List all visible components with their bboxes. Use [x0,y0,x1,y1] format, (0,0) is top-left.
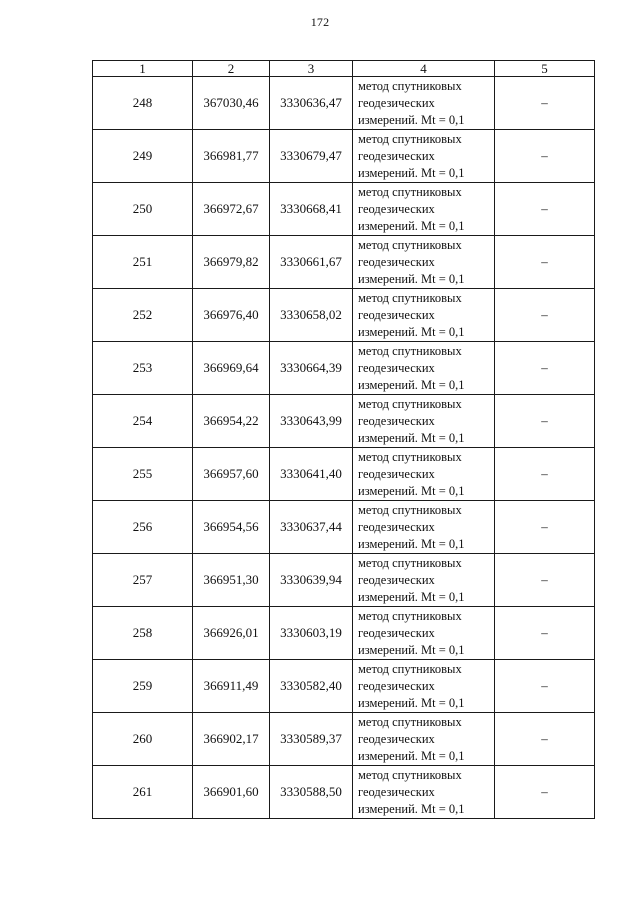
method-line: измерений. Mt = 0,1 [358,218,465,233]
method-line: измерений. Mt = 0,1 [358,112,465,127]
method-cell [353,766,495,819]
note-cell: – [495,289,595,342]
note-cell: – [495,448,595,501]
note-cell: – [495,183,595,236]
column-header-1: 1 [93,61,193,77]
table-row [93,395,595,448]
method-line: геодезических [358,413,435,428]
y-coordinate-cell: 3330636,47 [270,77,353,130]
y-coordinate-cell: 3330661,67 [270,236,353,289]
y-coordinate-cell: 3330637,44 [270,501,353,554]
point-number-cell: 261 [93,766,193,819]
method-line: измерений. Mt = 0,1 [358,483,465,498]
note-cell: – [495,77,595,130]
method-line: измерений. Mt = 0,1 [358,165,465,180]
method-cell [353,130,495,183]
point-number-cell: 250 [93,183,193,236]
method-line: геодезических [358,95,435,110]
table-body [93,77,595,819]
method-line: метод спутниковых [358,555,462,570]
point-number-cell: 260 [93,713,193,766]
method-line: геодезических [358,360,435,375]
note-cell: – [495,554,595,607]
table-row [93,766,595,819]
method-line: метод спутниковых [358,502,462,517]
method-line: измерений. Mt = 0,1 [358,642,465,657]
table-row [93,236,595,289]
point-number-cell: 259 [93,660,193,713]
method-cell [353,660,495,713]
method-line: измерений. Mt = 0,1 [358,695,465,710]
method-line: геодезических [358,466,435,481]
note-cell: – [495,130,595,183]
x-coordinate-cell: 366969,64 [193,342,270,395]
method-cell [353,77,495,130]
y-coordinate-cell: 3330664,39 [270,342,353,395]
method-line: геодезических [358,148,435,163]
point-number-cell: 257 [93,554,193,607]
method-cell [353,289,495,342]
table-row [93,660,595,713]
method-line: метод спутниковых [358,714,462,729]
y-coordinate-cell: 3330641,40 [270,448,353,501]
x-coordinate-cell: 366926,01 [193,607,270,660]
point-number-cell: 258 [93,607,193,660]
point-number-cell: 252 [93,289,193,342]
note-cell: – [495,607,595,660]
method-line: геодезических [358,678,435,693]
method-line: метод спутниковых [358,290,462,305]
method-line: метод спутниковых [358,237,462,252]
note-cell: – [495,236,595,289]
method-line: геодезических [358,307,435,322]
x-coordinate-cell: 366976,40 [193,289,270,342]
point-number-cell: 251 [93,236,193,289]
method-line: метод спутниковых [358,449,462,464]
y-coordinate-cell: 3330603,19 [270,607,353,660]
method-line: измерений. Mt = 0,1 [358,748,465,763]
point-number-cell: 249 [93,130,193,183]
method-line: геодезических [358,254,435,269]
method-line: метод спутниковых [358,343,462,358]
method-cell [353,342,495,395]
table-row [93,501,595,554]
x-coordinate-cell: 366954,22 [193,395,270,448]
method-cell [353,448,495,501]
table-row [93,183,595,236]
x-coordinate-cell: 366972,67 [193,183,270,236]
point-number-cell: 253 [93,342,193,395]
method-cell [353,554,495,607]
point-number-cell: 255 [93,448,193,501]
note-cell: – [495,766,595,819]
coordinates-table [92,60,595,819]
method-line: метод спутниковых [358,767,462,782]
x-coordinate-cell: 366981,77 [193,130,270,183]
note-cell: – [495,395,595,448]
method-line: измерений. Mt = 0,1 [358,536,465,551]
point-number-cell: 256 [93,501,193,554]
x-coordinate-cell: 366957,60 [193,448,270,501]
method-cell [353,395,495,448]
method-line: измерений. Mt = 0,1 [358,430,465,445]
x-coordinate-cell: 367030,46 [193,77,270,130]
y-coordinate-cell: 3330668,41 [270,183,353,236]
method-line: метод спутниковых [358,396,462,411]
method-line: геодезических [358,572,435,587]
method-cell [353,607,495,660]
method-line: геодезических [358,625,435,640]
x-coordinate-cell: 366979,82 [193,236,270,289]
method-cell [353,501,495,554]
method-line: измерений. Mt = 0,1 [358,801,465,816]
y-coordinate-cell: 3330679,47 [270,130,353,183]
x-coordinate-cell: 366954,56 [193,501,270,554]
table-header-row [93,61,595,77]
x-coordinate-cell: 366911,49 [193,660,270,713]
method-line: метод спутниковых [358,661,462,676]
table-row [93,607,595,660]
y-coordinate-cell: 3330588,50 [270,766,353,819]
column-header-2: 2 [193,61,270,77]
method-line: геодезических [358,201,435,216]
method-cell [353,183,495,236]
page-number: 172 [310,15,330,29]
method-line: геодезических [358,731,435,746]
method-line: измерений. Mt = 0,1 [358,377,465,392]
method-cell [353,236,495,289]
table-row [93,289,595,342]
column-header-3: 3 [270,61,353,77]
method-line: метод спутниковых [358,608,462,623]
table-row [93,77,595,130]
table-row [93,130,595,183]
table-row [93,713,595,766]
method-line: метод спутниковых [358,184,462,199]
method-cell [353,713,495,766]
table-row [93,554,595,607]
table-row [93,342,595,395]
note-cell: – [495,660,595,713]
point-number-cell: 254 [93,395,193,448]
method-line: измерений. Mt = 0,1 [358,271,465,286]
method-line: измерений. Mt = 0,1 [358,589,465,604]
y-coordinate-cell: 3330639,94 [270,554,353,607]
point-number-cell: 248 [93,77,193,130]
note-cell: – [495,342,595,395]
method-line: геодезических [358,784,435,799]
method-line: геодезических [358,519,435,534]
y-coordinate-cell: 3330582,40 [270,660,353,713]
x-coordinate-cell: 366902,17 [193,713,270,766]
column-header-5: 5 [495,61,595,77]
method-line: метод спутниковых [358,131,462,146]
table-row [93,448,595,501]
method-line: измерений. Mt = 0,1 [358,324,465,339]
note-cell: – [495,501,595,554]
note-cell: – [495,713,595,766]
y-coordinate-cell: 3330643,99 [270,395,353,448]
y-coordinate-cell: 3330658,02 [270,289,353,342]
y-coordinate-cell: 3330589,37 [270,713,353,766]
x-coordinate-cell: 366951,30 [193,554,270,607]
column-header-4: 4 [353,61,495,77]
method-line: метод спутниковых [358,78,462,93]
x-coordinate-cell: 366901,60 [193,766,270,819]
